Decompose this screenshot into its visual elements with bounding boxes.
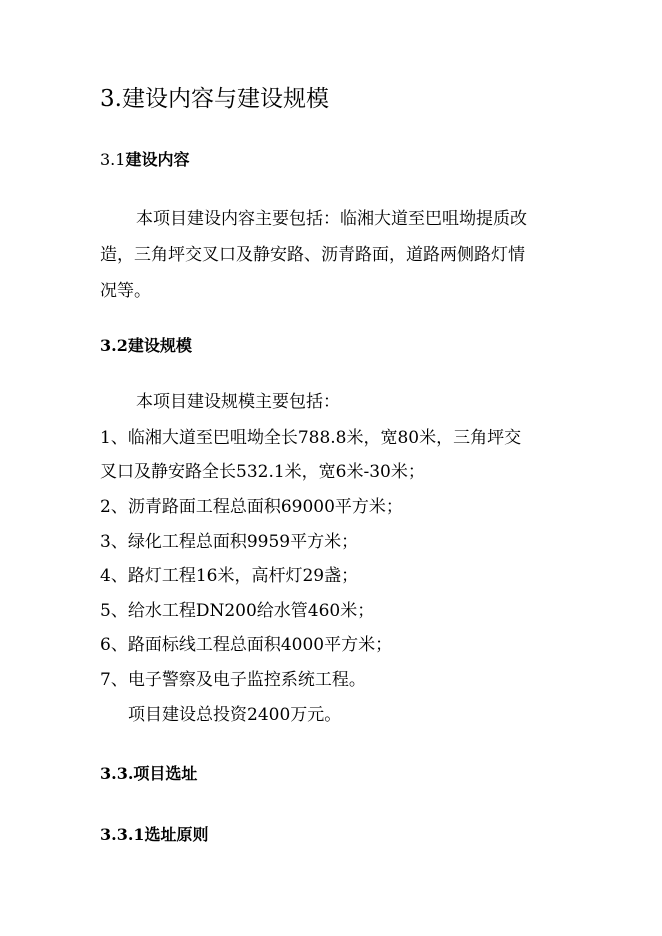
investment-line: 项目建设总投资2400万元。 <box>128 705 342 725</box>
section-number: 3.3.1 <box>100 825 145 844</box>
section-3-1-heading <box>100 148 189 172</box>
list-item: 3、绿化工程总面积9959平方米； <box>100 532 359 552</box>
section-3-3-1-heading <box>100 823 209 847</box>
section-title: 建设规模 <box>127 336 192 355</box>
section-number: 3.1 <box>100 150 126 169</box>
list-item: 2、沥青路面工程总面积69000平方米； <box>100 497 403 517</box>
list-item: 6、路面标线工程总面积4000平方米； <box>100 635 393 655</box>
section-title: 建设内容 <box>125 150 190 169</box>
paragraph-line: 况等。 <box>100 281 151 301</box>
list-item: 叉口及静安路全长532.1米，宽6米-30米； <box>100 462 425 482</box>
list-item: 4、路灯工程16米，高杆灯29盏； <box>100 566 359 586</box>
section-number: 3.2 <box>100 336 128 355</box>
intro-line: 本项目建设规模主要包括： <box>136 392 340 412</box>
list-item: 7、电子警察及电子监控系统工程。 <box>100 670 366 690</box>
paragraph-line: 本项目建设内容主要包括：临湘大道至巴咀坳提质改 <box>136 209 527 229</box>
list-item: 1、临湘大道至巴咀坳全长788.8米，宽80米，三角坪交 <box>100 428 522 448</box>
section-title: 项目选址 <box>133 764 198 783</box>
section-3-2-heading <box>100 334 192 358</box>
section-title: 选址原则 <box>144 825 209 844</box>
section-number: 3.3. <box>100 764 134 783</box>
list-item: 5、给水工程DN200给水管460米； <box>100 601 375 621</box>
page-title: 3.建设内容与建设规模 <box>100 86 329 112</box>
paragraph-line: 造，三角坪交叉口及静安路、沥青路面，道路两侧路灯情 <box>100 245 525 265</box>
section-3-3-heading <box>100 762 197 786</box>
